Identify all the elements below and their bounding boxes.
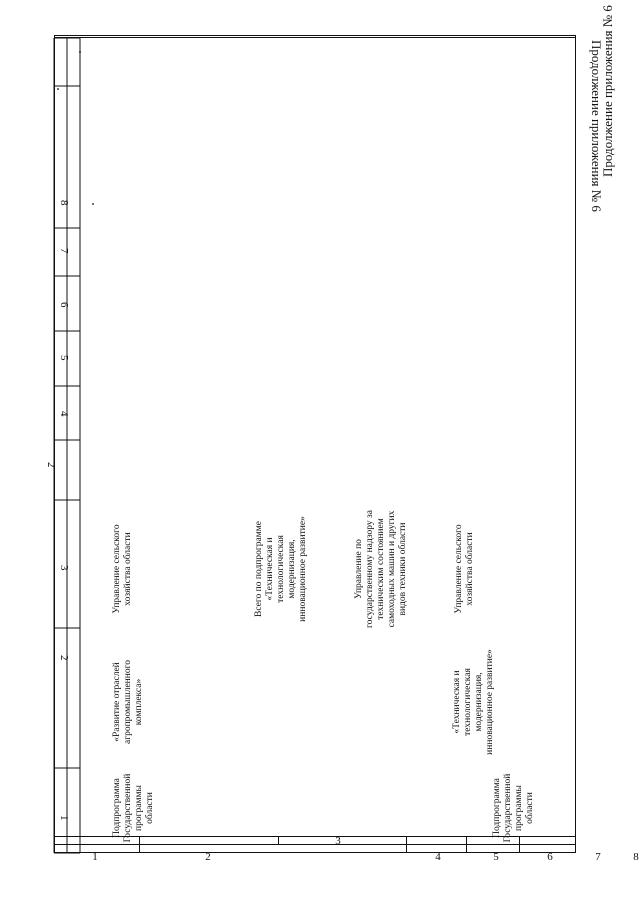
executor-label-tech: Управление по государственному надзору за техническим состоянием самоходных машин и других видов техники области [354,510,408,628]
program-label-2: Подпрограмма Государственной программы области [112,773,155,843]
executor-label-2: Управление сельского хозяйства области [112,524,133,614]
total-subprogram-label: Всего по подпрограмме «Техническая и технологическая модернизация, инновационное развитие» [254,516,308,622]
col-header-6: 6 [58,302,70,308]
col-header-1: 1 [92,851,98,863]
subprogram-label-2: «Развитие отраслей агропромышленного комплекса» [112,660,144,745]
col-header-5: 5 [58,355,70,361]
col-header-2: 2 [205,851,211,863]
col-header-3: 3 [58,565,70,571]
col-header-4: 4 [58,411,70,417]
appendix-title: Продолжение приложения № 6 [589,40,604,212]
executor-label-1: Управление сельского хозяйства области [454,524,475,614]
col-header-2: 2 [58,655,70,661]
col-header-7: 7 [58,248,70,254]
col-header-7: 7 [595,851,601,863]
col-header-1: 1 [58,815,70,821]
col-header-3: 3 [335,835,341,847]
col-header-8: 8 [633,851,639,863]
program-label-1: Подпрограмма Государственной программы области [492,773,535,843]
col-header-8: 8 [58,200,70,206]
appendix-title: Продолжение приложения № 6 [600,5,615,177]
subprogram-label-1: «Техническая и технологическая модернизация, инновационное развитие» [452,649,495,755]
col-header-4: 4 [435,851,441,863]
col-header-6: 6 [547,851,553,863]
data-rows [84,83,640,853]
col-header-group: 2 [45,462,57,468]
col-header-5: 5 [493,851,499,863]
